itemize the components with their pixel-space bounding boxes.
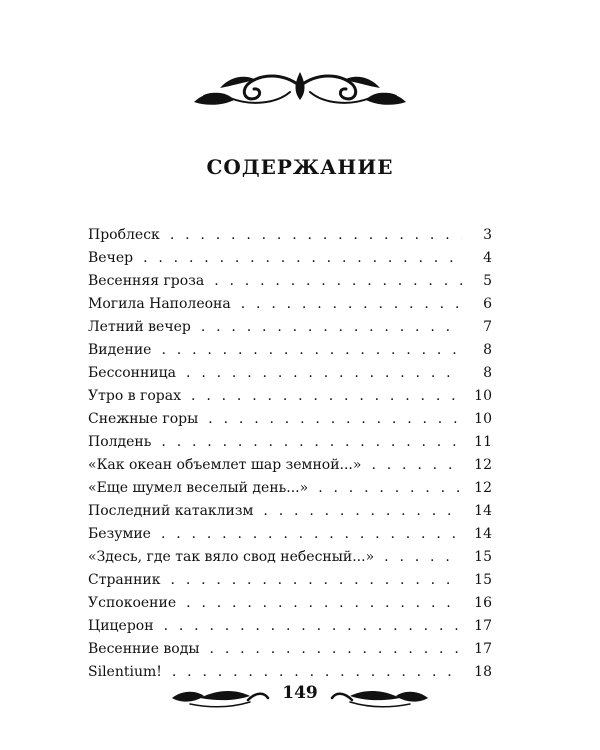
toc-entry-title: «Еще шумел веселый день...» <box>88 480 309 496</box>
toc-entry <box>88 293 492 316</box>
page-title: СОДЕРЖАНИЕ <box>206 155 394 179</box>
toc-entry-title: Проблеск <box>88 227 160 243</box>
toc-entry-page: 5 <box>483 273 492 289</box>
leader-dots <box>263 500 462 523</box>
toc-entry-page: 14 <box>474 526 492 542</box>
toc-entry-page: 17 <box>474 641 492 657</box>
leader-dots <box>214 270 462 293</box>
toc-entry-title: Полдень <box>88 434 152 450</box>
toc-entry-page: 15 <box>474 572 492 588</box>
toc-entry-title: Успокоение <box>88 595 177 611</box>
leader-dots <box>210 638 462 661</box>
toc-entry-title: Снежные горы <box>88 411 199 427</box>
toc-entry <box>88 546 492 569</box>
leader-dots <box>186 362 462 385</box>
toc-entry-title: Утро в горах <box>88 388 182 404</box>
toc-entry-title: «Здесь, где так вяло свод небесный...» <box>88 549 375 565</box>
toc-entry-page: 17 <box>474 618 492 634</box>
toc-entry <box>88 408 492 431</box>
toc-entry-title: Цицерон <box>88 618 154 634</box>
toc-entry <box>88 454 492 477</box>
top-ornament-icon <box>190 62 410 112</box>
toc-entry <box>88 224 492 247</box>
leader-dots <box>371 454 462 477</box>
leader-dots <box>161 339 462 362</box>
toc-entry <box>88 247 492 270</box>
toc-entry <box>88 523 492 546</box>
toc-entry <box>88 270 492 293</box>
toc-entry-page: 10 <box>474 388 492 404</box>
leader-dots <box>241 293 462 316</box>
toc-entry-page: 11 <box>474 434 492 450</box>
toc-entry-title: Могила Наполеона <box>88 296 231 312</box>
leader-dots <box>172 661 462 684</box>
toc-entry <box>88 339 492 362</box>
toc-entry-title: Странник <box>88 572 161 588</box>
toc-entry <box>88 661 492 684</box>
toc-entry-page: 8 <box>483 365 492 381</box>
toc-entry-page: 4 <box>483 250 492 266</box>
toc-entry <box>88 431 492 454</box>
toc-entry-title: Весенняя гроза <box>88 273 205 289</box>
leader-dots <box>318 477 462 500</box>
leader-dots <box>161 523 462 546</box>
toc-entry-page: 16 <box>474 595 492 611</box>
leader-dots <box>143 247 462 270</box>
table-of-contents <box>88 224 492 684</box>
toc-entry-page: 12 <box>474 480 492 496</box>
toc-entry-title: Вечер <box>88 250 134 266</box>
toc-entry <box>88 477 492 500</box>
page-number: 149 <box>282 683 318 703</box>
toc-entry-title: Весенние воды <box>88 641 200 657</box>
leader-dots <box>208 408 462 431</box>
toc-entry-page: 18 <box>474 664 492 680</box>
toc-entry-page: 3 <box>483 227 492 243</box>
toc-entry <box>88 615 492 638</box>
leader-dots <box>170 224 462 247</box>
toc-entry-title: Последний катаклизм <box>88 503 254 519</box>
leader-dots <box>161 431 462 454</box>
toc-entry-page: 15 <box>474 549 492 565</box>
toc-entry-title: Бессонница <box>88 365 177 381</box>
toc-entry <box>88 569 492 592</box>
leader-dots <box>191 385 462 408</box>
toc-entry <box>88 638 492 661</box>
toc-entry <box>88 385 492 408</box>
leader-dots <box>164 615 462 638</box>
toc-entry-page: 6 <box>483 296 492 312</box>
toc-entry-page: 7 <box>483 319 492 335</box>
toc-entry-page: 12 <box>474 457 492 473</box>
toc-entry <box>88 316 492 339</box>
toc-entry <box>88 362 492 385</box>
toc-entry <box>88 592 492 615</box>
leader-dots <box>201 316 462 339</box>
toc-entry-page: 14 <box>474 503 492 519</box>
toc-entry <box>88 500 492 523</box>
toc-entry-title: Silentium! <box>88 664 162 680</box>
toc-entry-title: Безумие <box>88 526 151 542</box>
toc-entry-title: «Как океан объемлет шар земной...» <box>88 457 362 473</box>
leader-dots <box>384 546 462 569</box>
toc-entry-page: 10 <box>474 411 492 427</box>
toc-entry-page: 8 <box>483 342 492 358</box>
leader-dots <box>186 592 462 615</box>
toc-entry-title: Летний вечер <box>88 319 191 335</box>
toc-entry-title: Видение <box>88 342 152 358</box>
leader-dots <box>171 569 462 592</box>
